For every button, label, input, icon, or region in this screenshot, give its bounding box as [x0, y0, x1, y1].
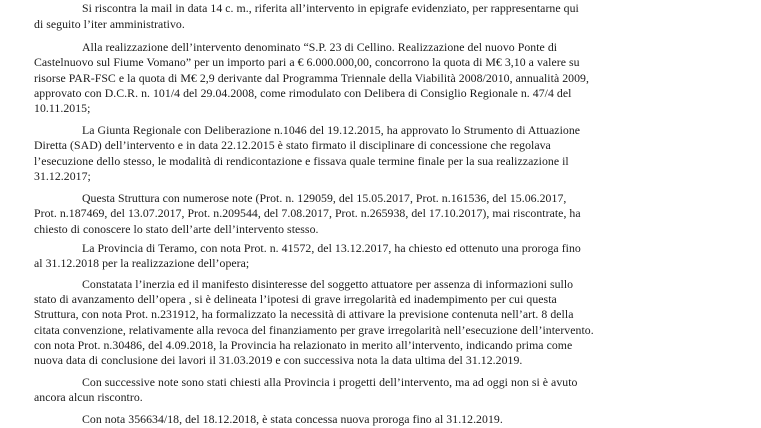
text-line: Prot. n.187469, del 13.07.2017, Prot. n.209544, del 7.08.2017, Prot. n.265938, del 17.10.2017), mai riscontrate, ha	[34, 206, 581, 221]
text-line: La Giunta Regionale con Deliberazione n.1046 del 19.12.2015, ha approvato lo Strumento di Attuazione	[82, 123, 581, 138]
text-line: 31.12.2017;	[34, 169, 91, 184]
text-line: Con nota 356634/18, del 18.12.2018, è stata concessa nuova proroga fino al 31.12.2019.	[82, 412, 503, 427]
text-line: con nota Prot. n.30486, del 4.09.2018, la Provincia ha relazionato in merito all’intervento, indicando prima come	[34, 337, 573, 352]
text-line: stato di avanzamento dell’opera , si è delineata l’ipotesi di grave irregolarità ed inadempimento per cui questa	[34, 291, 557, 306]
text-line: 10.11.2015;	[34, 101, 91, 116]
text-line: Castelnuovo sul Fiume Vomano” per un importo pari a € 6.000.000,00, concorrono la quota di M€ 3,10 a valere su	[34, 55, 580, 70]
text-line: ancora alcun riscontro.	[34, 390, 143, 405]
text-line: al 31.12.2018 per la realizzazione dell’opera;	[34, 256, 250, 271]
text-line: risorse PAR-FSC e la quota di M€ 2,9 derivante dal Programma Triennale della Viabilità 2008/2010, annualità 2009,	[34, 70, 589, 85]
text-line: citata convenzione, relativamente alla revoca del finanziamento per grave irregolarità nell’esecuzione dell’intervento.	[34, 322, 594, 337]
text-line: Alla realizzazione dell’intervento denominato “S.P. 23 di Cellino. Realizzazione del nuovo Ponte di	[82, 39, 558, 54]
text-line: di seguito l’iter amministrativo.	[34, 16, 185, 31]
text-line: nuova data di conclusione dei lavori il 31.03.2019 e con successiva nota la data ultima del 31.12.2019.	[34, 353, 523, 368]
text-line: approvato con D.C.R. n. 101/4 del 29.04.2008, come rimodulato con Delibera di Consiglio Regionale n. 47/4 del	[34, 85, 572, 100]
text-line: La Provincia di Teramo, con nota Prot. n. 41572, del 13.12.2017, ha chiesto ed ottenuto una proroga fino	[82, 241, 581, 256]
text-line: l’esecuzione dello stesso, le modalità di rendicontazione e fissava quale termine finale per la sua realizzazione il	[34, 153, 569, 168]
text-line: Constatata l’inerzia ed il manifesto disinteresse del soggetto attuatore per assenza di informazioni sullo	[82, 276, 574, 291]
text-line: chiesto di conoscere lo stato dell’arte dell’intervento stesso.	[34, 221, 319, 236]
text-line: Diretta (SAD) dell’intervento e in data 22.12.2015 è stato firmato il disciplinare di concessione che regolava	[34, 138, 551, 153]
text-line: Con successive note sono stati chiesti alla Provincia i progetti dell’intervento, ma ad oggi non si è avuto	[82, 375, 578, 390]
text-line: Questa Struttura con numerose note (Prot. n. 129059, del 15.05.2017, Prot. n.161536, del 15.06.2017,	[82, 190, 567, 205]
text-line: Si riscontra la mail in data 14 c. m., riferita all’intervento in epigrafe evidenziato, per rappresentarne qui	[82, 1, 579, 16]
text-line: Struttura, con nota Prot. n.231912, ha formalizzato la necessità di attivare la previsione contenuta nell’art. 8 della	[34, 307, 574, 322]
